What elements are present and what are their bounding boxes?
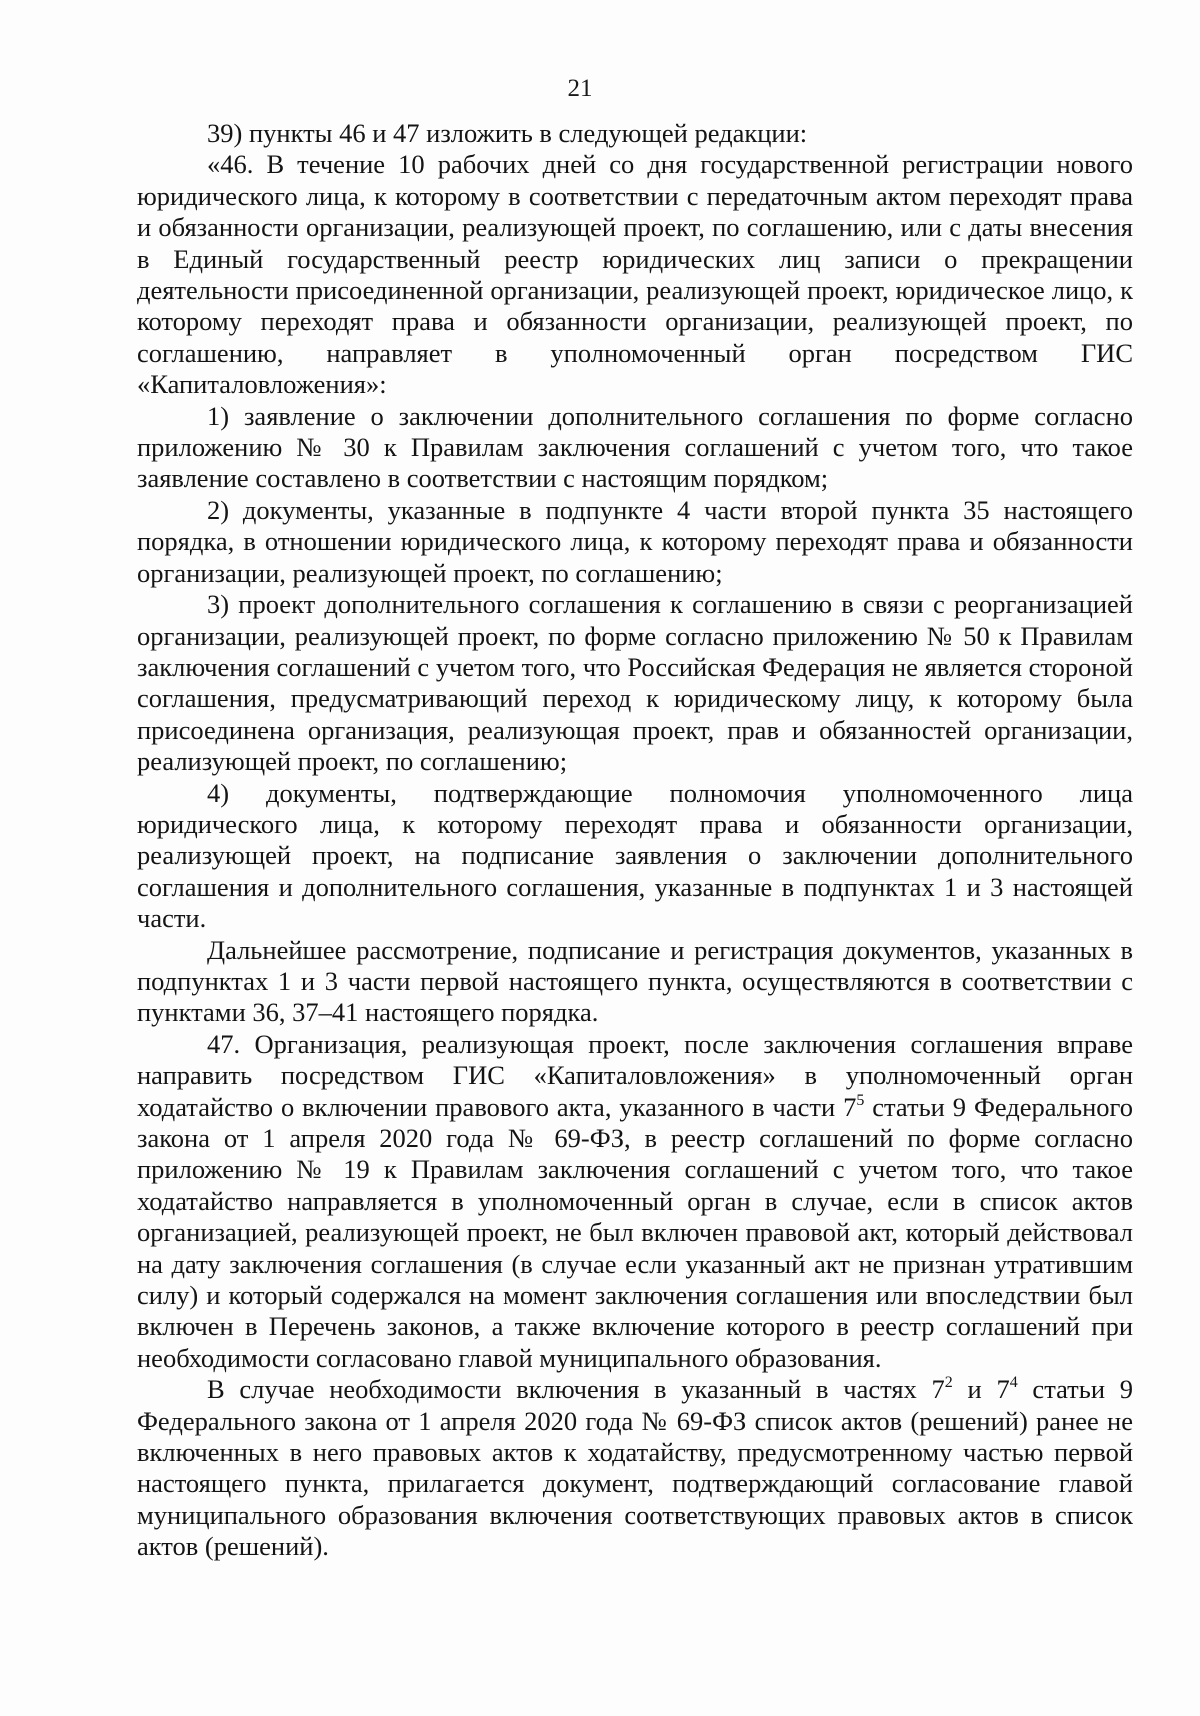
superscript-2: 2 bbox=[944, 1374, 953, 1392]
paragraph-point-46: «46. В течение 10 рабочих дней со дня государственной регистрации нового юридического лица, к которому в соответствии с передаточным актом переходят права и обязанности организации, реализующей проект, по соглашению, или с даты внесения в Единый государственный реестр юридических лиц записи о прекращении деятельности присоединенной организации, реализующей проект, юридическое лицо, к которому переходят права и обязанности организации, реализующей проект, по соглашению, направляет в уполномоченный орган посредством ГИС «Капиталовложения»: bbox=[137, 149, 1133, 400]
p47-text-end: статьи 9 Федерального закона от 1 апреля 2020 года № 69-ФЗ, в реестр соглашений по форме согласно приложению № 19 к Правилам заключения соглашений с учетом того, что такое ходатайство направляется в уполномоченный орган в случае, если в список актов организацией, реализующей проект, не был включен правовой акт, который действовал на дату заключения соглашения (в случае если указанный акт не признан утратившим силу) и который содержался на момент заключения соглашения или впоследствии был включен в Перечень законов, а также включение которого в реестр соглашений при необходимости согласовано главой муниципального образования. bbox=[137, 1091, 1133, 1373]
page-number: 21 bbox=[567, 75, 593, 102]
paragraph-further-review: Дальнейшее рассмотрение, подписание и регистрация документов, указанных в подпунктах 1 и 3 части первой настоящего пункта, осуществляются в соответствии с пунктами 36, 37–41 настоящего порядка. bbox=[137, 934, 1133, 1028]
final-text-part-3: статьи 9 Федерального закона от 1 апреля 2020 года № 69-ФЗ список актов (решений) ранее не включенных в него правовых актов к ходатайству, предусмотренному частью первой настоящего пункта, прилагается документ, подтверждающий согласование главой муниципального образования включения соответствующих правовых актов в список актов (решений). bbox=[137, 1374, 1134, 1562]
p47-text-start: 47. Организация, реализующая проект, после заключения соглашения вправе направить посредством ГИС «Капиталовложения» в уполномоченный орган ходатайство о включении правового акта, указанного в части 7 bbox=[137, 1028, 1133, 1122]
paragraph-item-39: 39) пункты 46 и 47 изложить в следующей редакции: bbox=[207, 118, 808, 148]
paragraph-subitem-2: 2) документы, указанные в подпункте 4 части второй пункта 35 настоящего порядка, в отношении юридического лица, к которому переходят права и обязанности организации, реализующей проект, по соглашению; bbox=[137, 494, 1133, 588]
final-text-part-2: и 7 bbox=[952, 1374, 1010, 1405]
final-text-part-1: В случае необходимости включения в указанный в частях 7 bbox=[207, 1374, 945, 1405]
superscript-5: 5 bbox=[856, 1091, 865, 1109]
paragraph-subitem-4: 4) документы, подтверждающие полномочия уполномоченного лица юридического лица, к которому переходят права и обязанности организации, реализующей проект, на подписание заявления о заключении дополнительного соглашения и дополнительного соглашения, указанные в подпунктах 1 и 3 настоящей части. bbox=[137, 777, 1133, 934]
document-body bbox=[137, 118, 1133, 1563]
paragraph-final bbox=[137, 1374, 1133, 1562]
paragraph-subitem-1: 1) заявление о заключении дополнительного соглашения по форме согласно приложению № 30 к Правилам заключения соглашений с учетом того, что такое заявление составлено в соответствии с настоящим порядком; bbox=[137, 400, 1133, 494]
paragraph-point-47 bbox=[137, 1029, 1133, 1374]
paragraph-subitem-3: 3) проект дополнительного соглашения к соглашению в связи с реорганизацией организации, реализующей проект, по форме согласно приложению № 50 к Правилам заключения соглашений с учетом того, что Российская Федерация не является стороной соглашения, предусматривающий переход к юридическому лицу, к которому была присоединена организация, реализующая проект, прав и обязанностей организации, реализующей проект, по соглашению; bbox=[137, 589, 1133, 777]
superscript-4: 4 bbox=[1009, 1374, 1018, 1392]
